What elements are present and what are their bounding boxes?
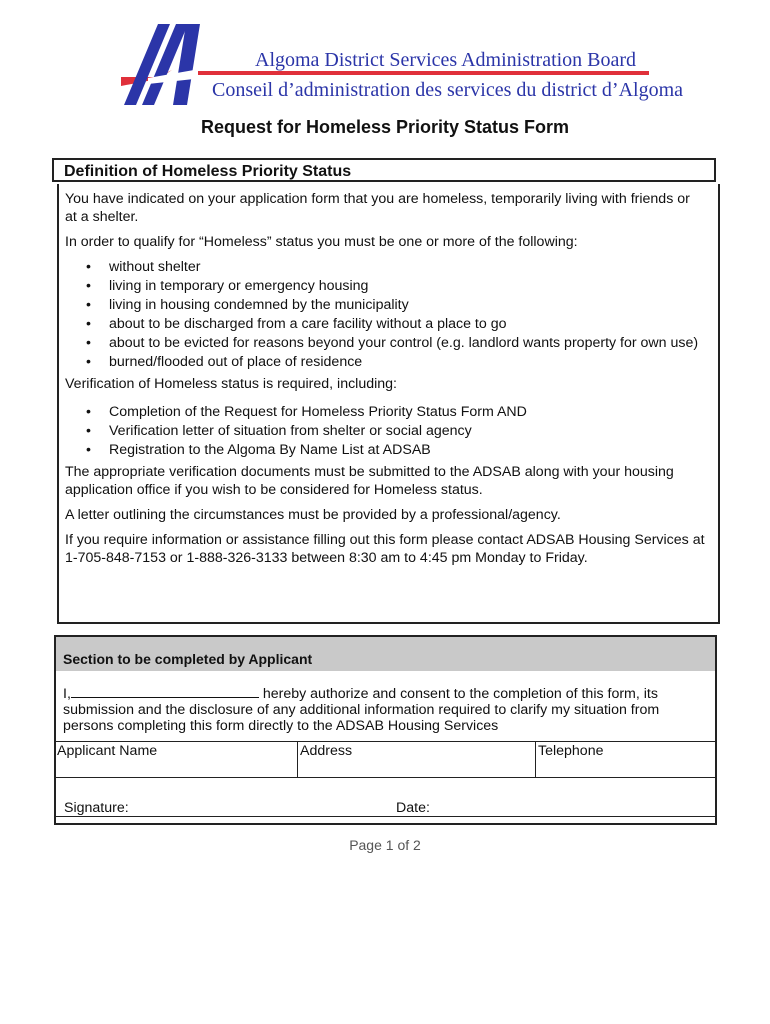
applicant-section-header bbox=[56, 637, 715, 671]
list-item: • without shelter bbox=[109, 258, 705, 276]
table-col-divider bbox=[297, 741, 298, 777]
telephone-field[interactable]: Telephone bbox=[538, 743, 604, 759]
definition-content bbox=[65, 190, 705, 574]
list-item: • Completion of the Request for Homeless Priority Status Form AND bbox=[109, 403, 705, 421]
list-item: • Registration to the Algoma By Name List at ADSAB bbox=[109, 441, 705, 459]
contact-note: If you require information or assistance filling out this form please contact ADSAB Housing Services at 1-705-848-7153 or 1-888-326-3133 between 8:30 am to 4:45 pm Monday to Friday. bbox=[65, 532, 705, 566]
submit-note: The appropriate verification documents must be submitted to the ADSAB along with your housing application office if you wish to be considered for Homeless status. bbox=[65, 464, 674, 498]
intro-text: You have indicated on your application form that you are homeless, temporarily living with friends or at a shelter. bbox=[65, 191, 690, 225]
applicant-name-field[interactable]: Applicant Name bbox=[57, 743, 158, 759]
consent-text: hereby authorize and consent to the completion of this form, its submission and the disclosure of any additional information required to clarify my situation from persons completing this form directly to the ADSAB Housing Services bbox=[63, 686, 660, 734]
list-item: • living in housing condemned by the municipality bbox=[109, 296, 705, 314]
adsab-logo bbox=[118, 22, 684, 108]
verification-intro: Verification of Homeless status is required, including: bbox=[65, 376, 397, 392]
table-row-divider bbox=[54, 777, 717, 778]
qualify-text: In order to qualify for “Homeless” status you must be one or more of the following: bbox=[65, 234, 578, 250]
consent-statement bbox=[63, 685, 708, 734]
table-col-divider bbox=[535, 741, 536, 777]
definition-heading: Definition of Homeless Priority Status bbox=[64, 163, 352, 180]
list-item: • living in temporary or emergency housing bbox=[109, 277, 705, 295]
applicant-section-heading: Section to be completed by Applicant bbox=[63, 651, 313, 667]
consent-name-blank[interactable] bbox=[71, 685, 259, 698]
table-top-line bbox=[54, 741, 717, 742]
table-bottom-inner-line bbox=[54, 816, 717, 817]
signature-field[interactable]: Signature: bbox=[64, 800, 129, 816]
conditions-list bbox=[65, 258, 705, 371]
org-name-english: Algoma District Services Administration Board bbox=[255, 49, 637, 71]
list-item: • about to be discharged from a care facility without a place to go bbox=[109, 315, 705, 333]
address-field[interactable]: Address bbox=[300, 743, 353, 759]
letter-note: A letter outlining the circumstances must be provided by a professional/agency. bbox=[65, 507, 561, 523]
form-title: Request for Homeless Priority Status Form bbox=[200, 117, 570, 137]
list-item: • burned/flooded out of place of residence bbox=[109, 353, 705, 371]
page-number: Page 1 of 2 bbox=[349, 837, 421, 853]
verification-list bbox=[65, 403, 705, 459]
consent-prefix: I, bbox=[63, 686, 71, 702]
org-name-french: Conseil d’administration des services du district d’Algoma bbox=[212, 79, 684, 101]
date-field[interactable]: Date: bbox=[396, 800, 430, 816]
definition-heading-box bbox=[52, 158, 716, 182]
list-item: • Verification letter of situation from shelter or social agency bbox=[109, 422, 705, 440]
list-item: • about to be evicted for reasons beyond your control (e.g. landlord wants property for own use) bbox=[109, 334, 705, 352]
